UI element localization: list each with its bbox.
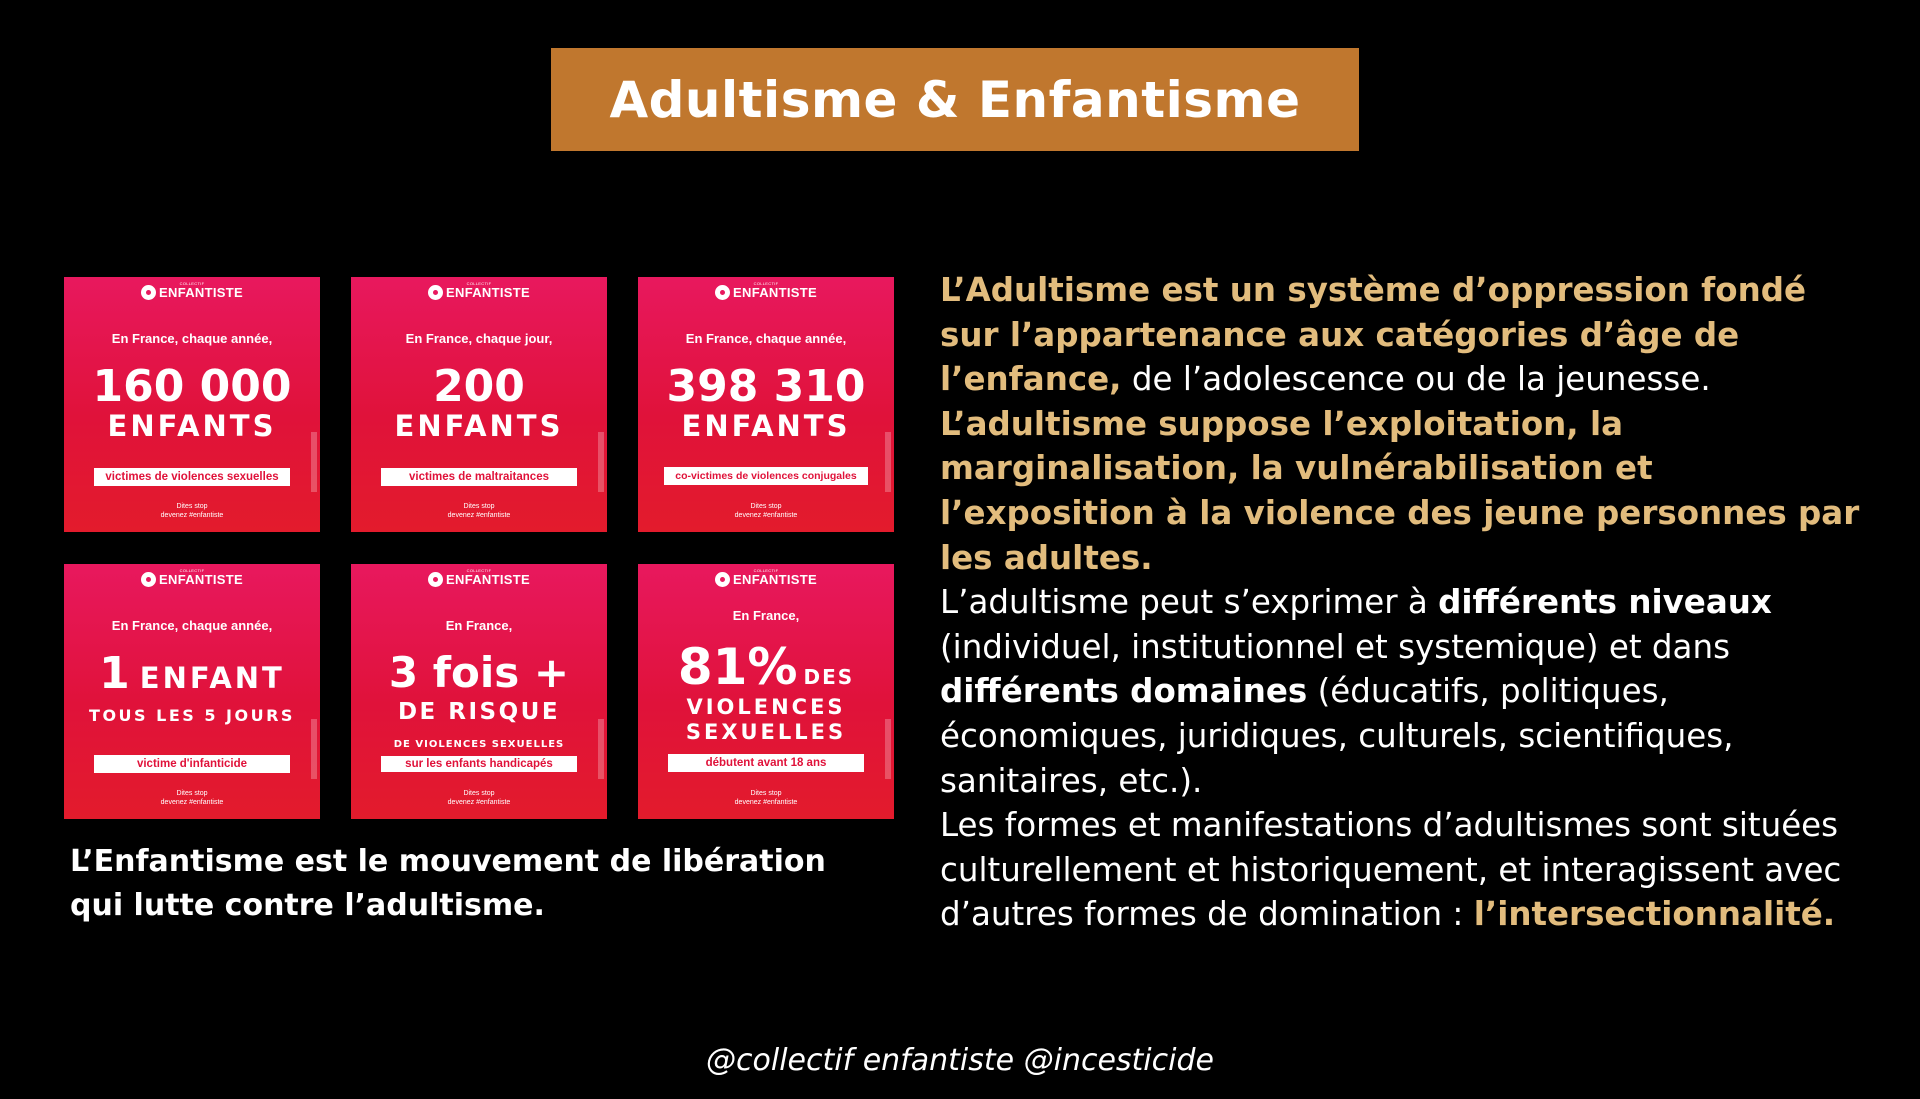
flower-icon [141, 285, 156, 300]
card-statistic-suffix: DES [803, 665, 855, 689]
flower-icon [141, 572, 156, 587]
body-text: de l’adolescence ou de la jeunesse. [1131, 360, 1711, 399]
paragraph-levels [940, 580, 1860, 803]
card-statistic-number: 1 [99, 648, 130, 699]
paragraph-definition [940, 268, 1860, 402]
collectif-enfantiste-logo [64, 568, 320, 587]
logo-small-text: COLLECTIF [466, 568, 492, 573]
campaign-card [64, 564, 320, 819]
page-title: Adultisme & Enfantisme [609, 70, 1301, 129]
card-side-source [598, 432, 604, 492]
card-footer-line: devenez #enfantiste [160, 799, 224, 806]
campaign-card [351, 564, 607, 819]
card-footer-line: devenez #enfantiste [734, 512, 798, 519]
collectif-enfantiste-logo [638, 568, 894, 587]
card-subject: ENFANTS [107, 409, 277, 443]
card-footer-line: devenez #enfantiste [734, 799, 798, 806]
logo-text: ENFANTISTE [159, 572, 243, 587]
credit-handles: @collectif enfantiste @incesticide [706, 1043, 1214, 1078]
highlight-text: L’Adultisme est un système d’oppression fondé sur l’appartenance aux catégories d’âge de l’enfance, [940, 271, 1807, 399]
flower-icon [715, 572, 730, 587]
card-pill: victimes de maltraitances [381, 468, 577, 486]
card-side-source [885, 719, 891, 779]
flower-icon [428, 285, 443, 300]
logo-small-text: COLLECTIF [466, 281, 492, 286]
card-subject: ENFANTS [681, 409, 851, 443]
card-footer-line: Dites stop [750, 790, 782, 797]
card-statistic: 398 310 [666, 361, 866, 412]
adultisme-definition [940, 268, 1860, 937]
enfantisme-definition: L’Enfantisme est le mouvement de libération qui lutte contre l’adultisme. [70, 844, 826, 923]
logo-text: ENFANTISTE [733, 285, 817, 300]
card-footer [638, 789, 894, 807]
card-pill: débutent avant 18 ans [668, 754, 864, 772]
campaign-card [638, 277, 894, 532]
card-footer-line: Dites stop [176, 503, 208, 510]
card-footer-line: Dites stop [750, 503, 782, 510]
card-footer-line: Dites stop [463, 503, 495, 510]
card-footer-line: devenez #enfantiste [160, 512, 224, 519]
card-footer [64, 789, 320, 807]
card-intro: En France, chaque jour, [405, 331, 553, 346]
card-statistic: 200 [433, 361, 525, 412]
card-footer [64, 502, 320, 520]
card-side-source [311, 719, 317, 779]
campaign-cards-grid [64, 277, 895, 819]
card-side-source [885, 432, 891, 492]
logo-text: ENFANTISTE [446, 285, 530, 300]
logo-text: ENFANTISTE [446, 572, 530, 587]
card-pill: victimes de violences sexuelles [94, 468, 290, 486]
logo-small-text: COLLECTIF [753, 568, 779, 573]
card-subject-detail: SEXUELLES [685, 720, 847, 744]
card-subject: DE RISQUE [397, 699, 561, 725]
logo-text: ENFANTISTE [159, 285, 243, 300]
logo-text: ENFANTISTE [733, 572, 817, 587]
card-subject: VIOLENCES [686, 695, 846, 719]
collectif-enfantiste-logo [351, 281, 607, 300]
card-footer-line: Dites stop [176, 790, 208, 797]
bold-text: différents domaines [940, 672, 1308, 711]
card-side-source [598, 719, 604, 779]
campaign-card [64, 277, 320, 532]
card-pill: co-victimes de violences conjugales [664, 467, 868, 485]
card-subject: ENFANTS [394, 409, 564, 443]
card-statistic-suffix: ENFANT [139, 661, 285, 695]
flower-icon [428, 572, 443, 587]
flower-icon [715, 285, 730, 300]
card-statistic [638, 638, 894, 696]
logo-small-text: COLLECTIF [179, 281, 205, 286]
bold-text: différents niveaux [1438, 583, 1772, 622]
card-footer [638, 502, 894, 520]
card-subject: TOUS LES 5 JOURS [89, 706, 295, 725]
body-text: (éducatifs, politiques, économiques, juridiques, culturels, scientifiques, sanitaires, etc.). [940, 672, 1734, 800]
card-footer [351, 502, 607, 520]
card-intro: En France, chaque année, [111, 618, 273, 633]
title-banner [551, 48, 1359, 151]
card-intro: En France, chaque année, [111, 331, 273, 346]
card-intro: En France, chaque année, [685, 331, 847, 346]
body-text: L’adultisme peut s’exprimer à [940, 583, 1439, 622]
collectif-enfantiste-logo [64, 281, 320, 300]
body-text: (individuel, institutionnel et systemique) et dans [940, 627, 1730, 666]
card-statistic: 160 000 [92, 361, 292, 412]
logo-small-text: COLLECTIF [753, 281, 779, 286]
card-intro: En France, [732, 608, 800, 623]
card-side-source [311, 432, 317, 492]
logo-small-text: COLLECTIF [179, 568, 205, 573]
campaign-card [351, 277, 607, 532]
highlight-text: l’intersectionnalité. [1473, 895, 1836, 934]
card-intro: En France, [445, 618, 513, 633]
card-subject-detail: DE VIOLENCES SEXUELLES [393, 739, 565, 750]
card-footer-line: devenez #enfantiste [447, 799, 511, 806]
card-statistic: 3 fois + [388, 648, 570, 697]
card-footer [351, 789, 607, 807]
paragraph-exploitation: L’adultisme suppose l’exploitation, la marginalisation, la vulnérabilisation et l’exposition à la violence des jeune personnes par les adultes. [940, 404, 1860, 577]
card-statistic-number: 81% [677, 638, 798, 696]
card-footer-line: devenez #enfantiste [447, 512, 511, 519]
card-pill: victime d'infanticide [94, 755, 290, 773]
card-footer-line: Dites stop [463, 790, 495, 797]
collectif-enfantiste-logo [638, 281, 894, 300]
paragraph-intersectionality [940, 803, 1860, 937]
campaign-card [638, 564, 894, 819]
card-statistic [64, 648, 320, 699]
card-pill: sur les enfants handicapés [381, 756, 577, 772]
collectif-enfantiste-logo [351, 568, 607, 587]
body-text: Les formes et manifestations d’adultismes sont situées culturellement et historiquement, et interagissent avec d’autres formes de domination : [940, 806, 1842, 934]
